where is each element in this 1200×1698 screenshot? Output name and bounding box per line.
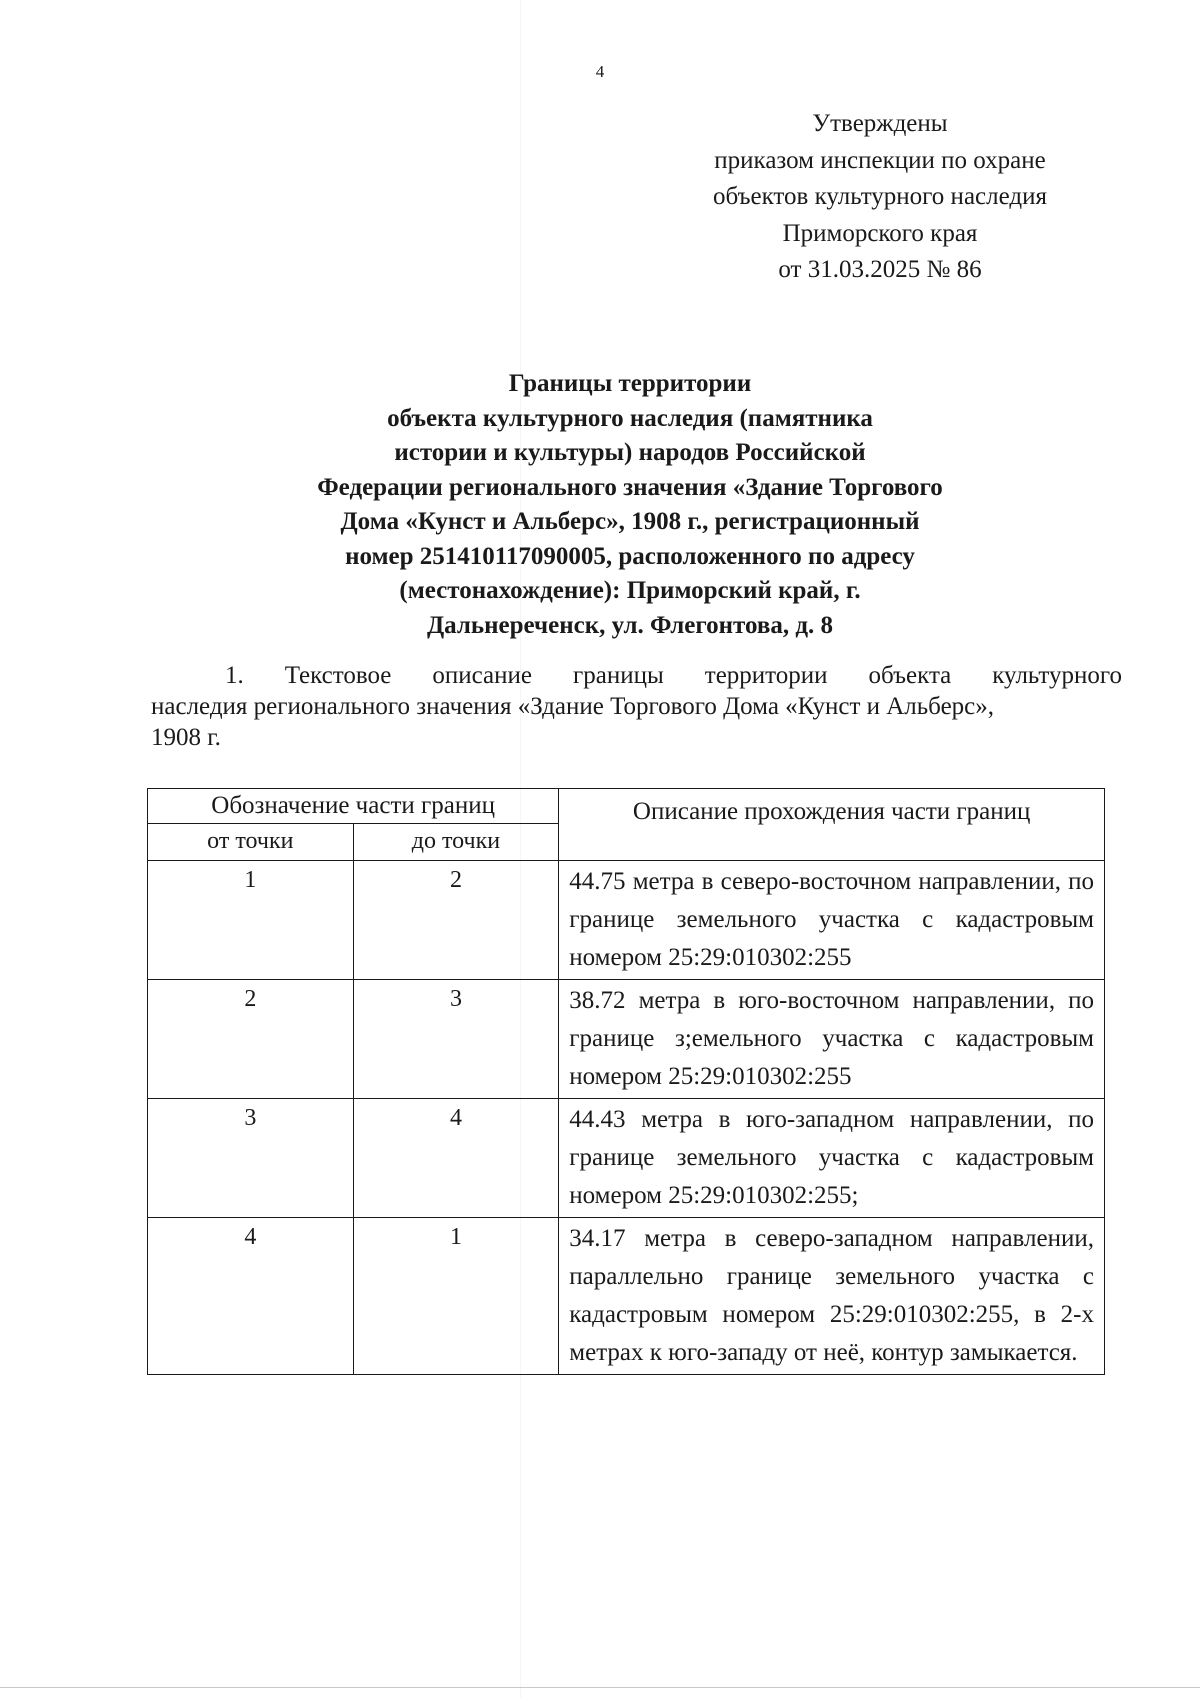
title-line: номер 251410117090005, расположенного по адресу xyxy=(345,542,915,570)
header-from-point: от точки xyxy=(148,824,354,861)
table-row xyxy=(148,861,1105,980)
description-cell: 44.75 метра в северо-восточном направлении, по границе земельного участка с кадастровым номером 25:29:010302:255 xyxy=(559,861,1105,980)
to-point-cell: 3 xyxy=(353,980,559,1099)
approval-block xyxy=(680,106,1080,289)
title-line: Дальнереченск, ул. Флегонтова, д. 8 xyxy=(426,611,833,639)
approval-line: приказом инспекции по охране xyxy=(714,146,1046,174)
boundary-table xyxy=(147,788,1105,1375)
description-cell: 38.72 метра в юго-восточном направлении, по границе з;емельного участка с кадастровым номером 25:29:010302:255 xyxy=(559,980,1105,1099)
to-point-cell: 4 xyxy=(353,1099,559,1218)
table-row xyxy=(148,1218,1105,1375)
header-boundary-description: Описание прохождения части границ xyxy=(559,789,1105,861)
section-1-paragraph xyxy=(151,660,1122,753)
to-point-cell: 2 xyxy=(353,861,559,980)
document-title xyxy=(230,367,1030,643)
from-point-cell: 4 xyxy=(148,1218,354,1375)
from-point-cell: 2 xyxy=(148,980,354,1099)
to-point-cell: 1 xyxy=(353,1218,559,1375)
title-line: истории и культуры) народов Российской xyxy=(394,439,866,466)
table-row xyxy=(148,1099,1105,1218)
section-1-line: 1. Текстовое описание границы территории объекта культурного xyxy=(225,662,1122,689)
scan-edge-line xyxy=(0,1687,1200,1688)
title-line: объекта культурного наследия (памятника xyxy=(387,404,873,432)
from-point-cell: 3 xyxy=(148,1099,354,1218)
approval-line: от 31.03.2025 № 86 xyxy=(778,256,982,283)
header-to-point: до точки xyxy=(353,824,559,861)
table-row xyxy=(148,980,1105,1099)
from-point-cell: 1 xyxy=(148,861,354,980)
approval-line: объектов культурного наследия xyxy=(713,183,1047,210)
title-line: Федерации регионального значения «Здание Торгового xyxy=(317,473,943,501)
title-line: Дома «Кунст и Альберс», 1908 г., регистрационный xyxy=(340,508,920,535)
approval-line: Приморского края xyxy=(782,219,978,247)
title-line: (местонахождение): Приморский край, г. xyxy=(399,577,861,604)
section-1-line: 1908 г. xyxy=(151,724,221,751)
page-number: 4 xyxy=(595,62,605,81)
description-cell: 44.43 метра в юго-западном направлении, по границе земельного участка с кадастровым номером 25:29:010302:255; xyxy=(559,1099,1105,1218)
title-line: Границы территории xyxy=(508,370,752,397)
approval-line: Утверждены xyxy=(812,110,948,137)
section-1-line: наследия регионального значения «Здание Торгового Дома «Кунст и Альберс», xyxy=(151,693,995,720)
description-cell: 34.17 метра в северо-западном направлении, параллельно границе земельного участка с кадастровым номером 25:29:010302:255, в 2-х метрах к юго-западу от неё, контур замыкается. xyxy=(559,1218,1105,1375)
header-boundary-designation: Обозначение части границ xyxy=(148,789,559,824)
